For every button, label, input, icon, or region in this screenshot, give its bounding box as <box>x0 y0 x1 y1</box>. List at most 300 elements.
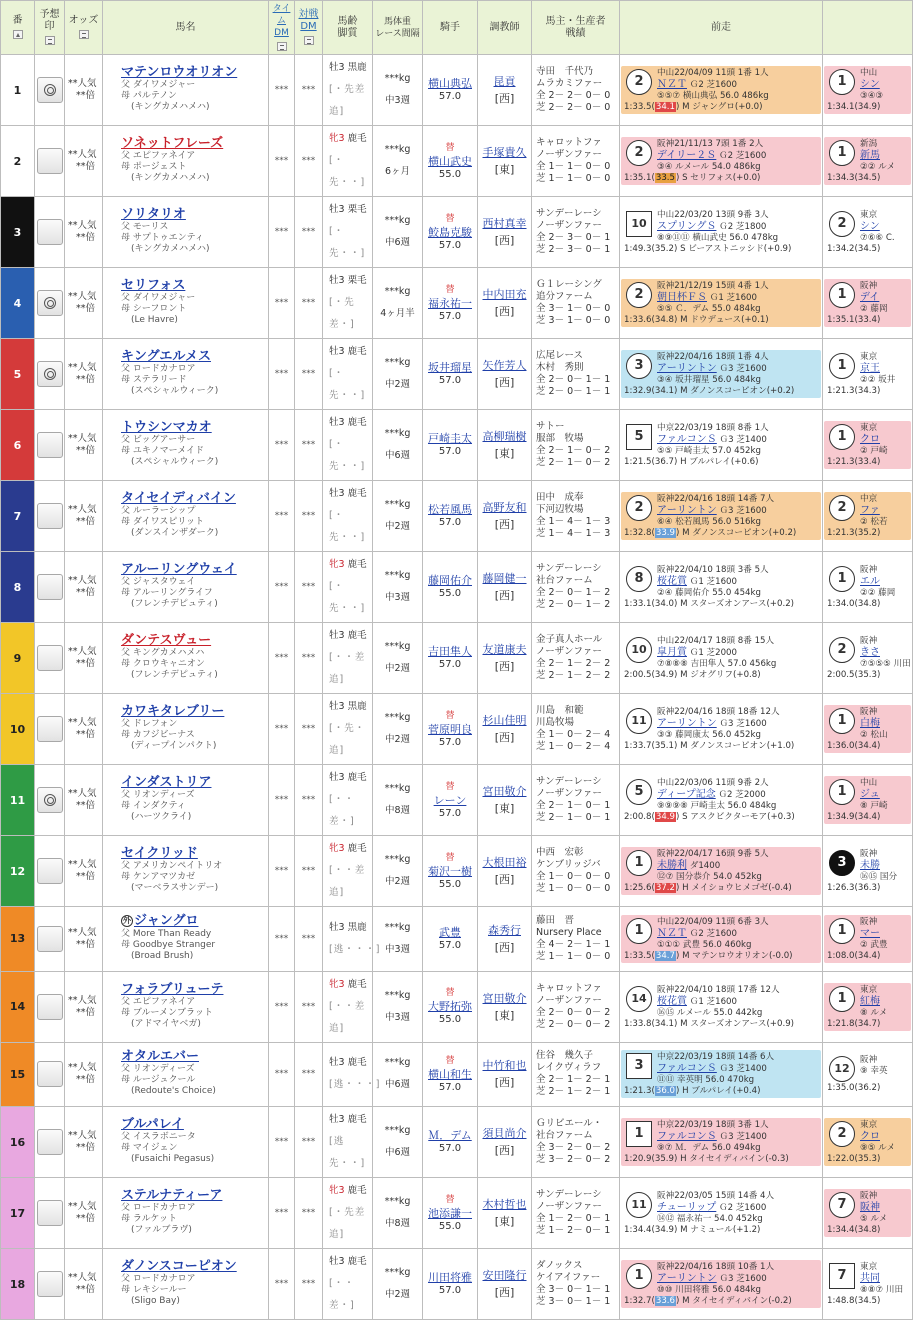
trainer-belong: [西] <box>494 1076 515 1090</box>
record-all: 全 2－ 1－ 0－ 2 <box>536 445 611 456</box>
trainer-link[interactable]: 友道康夫 <box>482 643 527 656</box>
prev-race-card[interactable] <box>621 1050 821 1098</box>
time-dm-cell <box>269 1178 295 1249</box>
body-weight: ***kg <box>384 712 411 723</box>
prev2-race-name-link[interactable]: きさ <box>860 647 880 658</box>
prev-race-winner: ) M マテンロウオリオン(-0.0) <box>676 950 793 961</box>
prev2-race-name-link[interactable]: 白梅 <box>860 718 880 729</box>
prev-race-card[interactable] <box>621 847 821 895</box>
odds-cell <box>65 694 103 765</box>
horse-name-link[interactable] <box>121 777 265 788</box>
prediction-mark-cell <box>35 1107 65 1178</box>
horse-name-link[interactable] <box>121 351 265 362</box>
prev-race-name-line <box>624 363 819 375</box>
horse-cell <box>103 907 269 972</box>
prev2-race-card[interactable] <box>824 1053 911 1095</box>
prev2-race-name-link[interactable]: ファ <box>860 505 880 516</box>
weight-cell <box>373 1178 423 1249</box>
prev2-race-card[interactable] <box>824 208 911 256</box>
prev2-race-card[interactable] <box>824 1260 911 1308</box>
owner-name: 田中 成奉 <box>536 492 584 503</box>
trainer-link[interactable]: 高野友和 <box>482 501 527 514</box>
prev-race-name-line <box>624 647 819 659</box>
prev2-race-name-link[interactable]: シン <box>860 79 880 90</box>
jockey-link[interactable]: 川田将雅 <box>428 1271 472 1285</box>
jockey-link[interactable]: 戸崎圭太 <box>428 432 472 445</box>
horse-name-link[interactable] <box>121 915 265 927</box>
battle-dm-cell <box>295 1107 323 1178</box>
trainer-cell <box>478 268 532 339</box>
prev-race-name-link[interactable]: ファルコンＳ <box>657 1131 717 1143</box>
prediction-mark-button[interactable] <box>37 716 63 742</box>
breeder-name: 木村 秀則 <box>536 362 584 373</box>
age-cell <box>323 1178 373 1249</box>
prev2-race-card[interactable] <box>824 279 911 327</box>
time-dm-value: *** <box>274 440 289 450</box>
sort-up-icon[interactable] <box>13 30 23 39</box>
trainer-link[interactable]: 手塚貴久 <box>482 146 527 159</box>
horse-name-text: インダストリア <box>121 775 212 790</box>
prev2-race-name-link[interactable]: クロ <box>860 434 880 445</box>
trainer-link[interactable]: 矢作芳人 <box>482 359 527 372</box>
prev-race-card[interactable] <box>621 563 821 611</box>
prev-race-cell <box>620 481 823 552</box>
prev2-race-cell <box>823 126 913 197</box>
battle-dm-value: *** <box>301 795 316 805</box>
prev-race-card[interactable] <box>621 1260 821 1308</box>
age-cell <box>323 1107 373 1178</box>
prev-race-card[interactable] <box>621 66 821 114</box>
time-dm-cell <box>269 694 295 765</box>
header-row <box>1 1 913 55</box>
prev-race-name-link[interactable]: 皐月賞 <box>657 647 687 658</box>
breeder-name: ノーザンファー <box>536 994 602 1006</box>
battle-dm-value: *** <box>301 227 316 237</box>
horse-name-link[interactable] <box>121 209 265 220</box>
prev-race-name-link[interactable]: ＮＺＴ <box>657 927 687 939</box>
prev-race-name-link[interactable]: スプリングＳ <box>657 221 717 232</box>
sex-age: 牝3 <box>329 559 345 570</box>
prev2-race-card[interactable] <box>824 492 911 540</box>
prev-race-detail: ⑨⑨⑨⑧ 戸崎圭太 56.0 484kg <box>657 801 777 811</box>
prev-race-name-link[interactable]: ディープ記念 <box>657 789 716 800</box>
horse-name-link[interactable] <box>121 848 265 859</box>
jockey-link[interactable]: 武豊 <box>439 925 461 939</box>
trainer-link[interactable]: 藤岡健一 <box>482 572 527 585</box>
jockey-link[interactable]: 坂井瑠星 <box>428 361 472 374</box>
horse-name-link[interactable] <box>121 1117 265 1133</box>
prev-race-detail: ⑫⑦ 国分恭介 54.0 452kg <box>657 872 762 882</box>
odds-text: **倍 <box>76 232 96 243</box>
prev-race-name-link[interactable]: アーリントン <box>657 505 717 516</box>
sire-text: 父 ダイワメジャー <box>121 80 196 90</box>
trainer-belong: [西] <box>494 92 515 105</box>
foreign-bred-icon: 外 <box>123 916 131 926</box>
prediction-mark-button[interactable] <box>37 1129 63 1155</box>
prev-race-card[interactable] <box>621 705 821 753</box>
time-dm-cell <box>269 1042 295 1107</box>
prediction-mark-button[interactable] <box>37 361 63 387</box>
dam-text: 母 レキシールー <box>121 1285 187 1296</box>
prev-race-card[interactable] <box>621 137 821 185</box>
coat-color: 鹿毛 <box>347 1185 367 1197</box>
prev-race-name-link[interactable]: 桜花賞 <box>657 576 687 587</box>
battle-dm-value: *** <box>301 1137 316 1148</box>
prediction-mark-button[interactable] <box>37 290 63 316</box>
jockey-link[interactable]: レーン <box>433 793 467 807</box>
prev-race-name-link[interactable]: ＮＺＴ <box>657 79 687 90</box>
prev-race-cell <box>620 836 823 907</box>
prediction-mark-button[interactable] <box>37 645 63 671</box>
prev2-race-card[interactable] <box>824 350 911 398</box>
race-interval: 中2週 <box>384 379 411 390</box>
damsire-name: (スペシャルウィーク) <box>131 457 219 467</box>
prev2-race-name-link[interactable]: エル <box>860 576 880 587</box>
horse-name-link[interactable] <box>121 706 265 717</box>
prev2-race-name-link[interactable]: デイ <box>860 292 880 303</box>
prev2-race-result: 1:21.3(33.4) <box>827 457 881 467</box>
burden-weight: 57.0 <box>438 375 462 386</box>
horse-cell <box>103 410 269 481</box>
sort-icon[interactable] <box>45 36 55 45</box>
prev2-race-name-link[interactable]: 京王 <box>860 363 880 374</box>
header-mark[interactable] <box>35 1 65 55</box>
prev-race-cell <box>620 765 823 836</box>
prediction-mark-cell <box>35 765 65 836</box>
battle-dm-cell <box>295 765 323 836</box>
horse-cell <box>103 623 269 694</box>
damsire-name: (ダンスインザダーク) <box>131 528 219 538</box>
age-cell <box>323 410 373 481</box>
sire-text: 父 ダイワメジャー <box>121 293 196 303</box>
prediction-mark-button[interactable] <box>37 926 63 952</box>
prev-race-card[interactable] <box>621 421 821 469</box>
header-prev <box>620 1 823 55</box>
prev-race-card[interactable] <box>621 492 821 540</box>
jockey-cell <box>423 971 478 1042</box>
prediction-mark-button[interactable] <box>37 1061 63 1087</box>
sort-icon[interactable] <box>304 36 314 45</box>
prediction-mark-cell <box>35 126 65 197</box>
jockey-link[interactable]: 福永祐一 <box>428 296 472 310</box>
prev-race-result <box>624 457 819 468</box>
prediction-mark-button[interactable] <box>37 994 63 1020</box>
prediction-mark-button[interactable] <box>37 787 63 813</box>
odds-cell <box>65 836 103 907</box>
owner-name: サトー <box>536 421 565 432</box>
header-battle-dm[interactable] <box>295 1 323 55</box>
horse-name-link[interactable] <box>121 981 265 997</box>
time-dm-value: *** <box>274 653 289 663</box>
race-interval: 中6週 <box>384 450 411 461</box>
prev-race-result <box>624 1225 819 1236</box>
breeder-name: ノーザンファー <box>536 646 602 657</box>
breeder-name: ケンブリッジバ <box>536 859 601 870</box>
prev-race-name-link[interactable]: アーリントン <box>657 363 717 374</box>
prev-race-name-link[interactable]: アーリントン <box>657 1273 717 1285</box>
prediction-mark-button[interactable] <box>37 574 63 600</box>
header-jockey <box>423 1 478 55</box>
horse-number <box>1 268 35 339</box>
prev-race-cell <box>620 694 823 765</box>
prev2-race-card[interactable] <box>824 66 911 114</box>
horse-name-text: ステルナティーア <box>121 1188 223 1204</box>
prev-race-card[interactable] <box>621 983 821 1031</box>
prev2-race-result: 1:35.0(36.2) <box>827 1083 881 1094</box>
damsire-name: (Sligo Bay) <box>131 1296 180 1307</box>
dam-text: 母 サプトゥエンティ <box>121 233 204 243</box>
prev-race-name-link[interactable]: 未勝利 <box>657 860 687 871</box>
prev2-race-card[interactable] <box>824 705 911 753</box>
prev-race-result <box>624 741 819 752</box>
jockey-link[interactable]: 藤岡佑介 <box>428 574 472 587</box>
prev2-race-card[interactable] <box>824 563 911 611</box>
prev-race-card[interactable] <box>621 350 821 398</box>
prev2-race-name-link[interactable]: 共同 <box>860 1273 880 1285</box>
prev-race-cell <box>620 623 823 694</box>
jockey-link[interactable]: 松若風馬 <box>428 503 472 516</box>
battle-dm-cell <box>295 907 323 972</box>
horse-number <box>1 1042 35 1107</box>
trainer-belong: [東] <box>494 447 515 460</box>
prediction-mark-button[interactable] <box>37 858 63 884</box>
horse-cell <box>103 1178 269 1249</box>
jockey-change-badge: 替 <box>445 710 455 721</box>
trainer-cell <box>478 1249 532 1320</box>
age-cell <box>323 971 373 1042</box>
trainer-link[interactable]: 安田隆行 <box>482 1269 527 1283</box>
prev2-race-result: 1:34.3(34.5) <box>827 173 881 183</box>
trainer-link[interactable]: 木村哲也 <box>482 1198 527 1212</box>
trainer-link[interactable]: 昆貢 <box>493 75 516 88</box>
prev-race-detail: ③④ 坂井瑠星 56.0 484kg <box>657 375 761 385</box>
prev2-race-card[interactable] <box>824 1118 911 1166</box>
table-row <box>1 1107 913 1178</box>
prev-race-detail: ⑦⑧⑧⑧ 吉田隼人 57.0 456kg <box>657 659 777 669</box>
trainer-link[interactable]: 高柳瑞樹 <box>482 430 527 443</box>
horse-name-link[interactable] <box>121 635 265 646</box>
prev-race-card[interactable] <box>621 776 821 824</box>
prev2-race-card[interactable] <box>824 634 911 682</box>
owner-name: サンデーレーシ <box>536 208 602 219</box>
age-cell <box>323 552 373 623</box>
body-weight: ***kg <box>384 428 411 439</box>
prev2-race-name-link[interactable]: クロ <box>860 1131 880 1143</box>
header-odds[interactable] <box>65 1 103 55</box>
prev-race-result <box>624 951 819 962</box>
prev-finish-position: 2 <box>626 282 652 308</box>
owner-name: キャロットファ <box>536 137 602 148</box>
sex-age: 牡3 <box>329 62 345 73</box>
prev2-race-cell <box>823 907 913 972</box>
prev-race-name-link[interactable]: 朝日杯ＦＳ <box>657 292 707 303</box>
jockey-link[interactable]: 大野拓弥 <box>428 1000 472 1014</box>
trainer-link[interactable]: 森秀行 <box>488 923 521 937</box>
prev-race-card[interactable] <box>621 279 821 327</box>
sire-text: 父 キングカメハメハ <box>121 648 205 658</box>
trainer-link[interactable]: 中内田充 <box>482 288 527 301</box>
trainer-belong: [東] <box>494 163 515 176</box>
prev2-race-card[interactable] <box>824 847 911 895</box>
sort-icon[interactable] <box>277 42 287 51</box>
trainer-link[interactable]: 宮田敬介 <box>482 785 527 798</box>
prev2-race-venue: 新潟 <box>860 139 878 149</box>
jockey-link[interactable]: 横山武史 <box>428 154 472 168</box>
odds-text: **倍 <box>76 587 96 598</box>
horse-name-text: セイクリッド <box>121 846 198 861</box>
prev-race-card[interactable] <box>621 1189 821 1237</box>
prev2-race-name-link[interactable]: マー <box>860 927 880 939</box>
prediction-mark-button[interactable] <box>37 148 63 174</box>
prev2-race-card[interactable] <box>824 137 911 185</box>
horse-name-link[interactable] <box>121 493 265 504</box>
jockey-link[interactable]: Ｍ．デム <box>428 1129 472 1143</box>
age-cell <box>323 907 381 972</box>
body-weight: ***kg <box>384 1125 411 1137</box>
prev2-race-cell <box>823 623 913 694</box>
battle-dm-value: *** <box>301 85 316 95</box>
prev2-race-cell <box>823 410 913 481</box>
prev2-race-card[interactable] <box>824 983 911 1031</box>
battle-dm-cell <box>295 339 323 410</box>
prev-race-name-line <box>624 1273 819 1285</box>
jockey-link[interactable]: 鮫島克駿 <box>428 225 472 239</box>
prediction-mark-button[interactable] <box>37 1271 63 1297</box>
prev2-race-name-link[interactable]: 新馬 <box>860 150 880 161</box>
damsire-text <box>107 528 265 539</box>
horse-name-link[interactable] <box>121 138 265 149</box>
trainer-link[interactable]: 中竹和也 <box>482 1059 527 1073</box>
horse-name-link[interactable] <box>121 1188 265 1204</box>
prediction-mark-button[interactable] <box>37 219 63 245</box>
jockey-link[interactable]: 吉田隼人 <box>428 645 472 658</box>
trainer-link[interactable]: 須貝尚介 <box>482 1127 527 1141</box>
horse-name-link[interactable] <box>121 1259 265 1275</box>
prev-race-name-link[interactable]: 桜花賞 <box>657 995 687 1007</box>
jockey-change-badge: 替 <box>445 142 455 153</box>
prev-race-name-link[interactable]: ファルコンＳ <box>657 1063 717 1075</box>
trainer-link[interactable]: 宮田敬介 <box>482 991 527 1005</box>
header-weight <box>373 1 423 55</box>
prev-race-info: 阪神22/04/10 18頭 3番 5人 <box>657 565 769 575</box>
table-row <box>1 765 913 836</box>
prediction-mark-button[interactable] <box>37 1200 63 1226</box>
prev2-race-name-link[interactable]: 未勝 <box>860 860 880 871</box>
sex-age: 牝3 <box>329 1185 345 1197</box>
damsire-name: (ファルブラヴ) <box>131 1225 192 1236</box>
burden-weight: 57.0 <box>438 807 462 819</box>
prev-race-time: 1:33.1(34.0) M スターズオンアース(+0.2) <box>624 599 795 609</box>
weight-cell <box>373 1107 423 1178</box>
prev-race-info: 阪神22/04/16 18頭 18番 12人 <box>657 707 780 717</box>
prev2-race-detail: ⑦⑥⑥ C. <box>860 233 895 243</box>
battle-dm-cell <box>295 410 323 481</box>
jockey-link[interactable]: 横山典弘 <box>428 77 472 90</box>
prev-race-name-link[interactable]: デイリー２Ｓ <box>657 150 717 161</box>
header-num[interactable] <box>1 1 35 55</box>
horse-name-link[interactable] <box>121 1049 265 1065</box>
prev2-race-card[interactable] <box>824 1189 911 1237</box>
trainer-link[interactable]: 大根田裕 <box>482 856 527 869</box>
double-circle-mark-icon <box>44 297 56 309</box>
owner-cell <box>532 1107 620 1178</box>
prev-race-info: 阪神22/04/16 18頭 1番 4人 <box>657 352 769 362</box>
prev2-race-card[interactable] <box>824 421 911 469</box>
jockey-link[interactable]: 横山和生 <box>428 1067 472 1081</box>
coat-color: 黒鹿 <box>347 701 367 712</box>
sort-icon[interactable] <box>79 30 89 39</box>
prev-finish-position: 14 <box>626 986 652 1012</box>
prev-race-cell <box>620 1042 823 1107</box>
prev-race-card[interactable] <box>621 634 821 682</box>
prev-race-card[interactable] <box>621 915 821 963</box>
prediction-mark-button[interactable] <box>37 77 63 103</box>
prev2-race-venue: 阪神 <box>860 565 878 575</box>
horse-name-link[interactable] <box>121 280 265 291</box>
prev2-race-name-link[interactable]: ジュ <box>860 789 880 800</box>
prev-race-name-link[interactable]: アーリントン <box>657 718 717 729</box>
header-age <box>323 1 373 55</box>
popularity-text: **人気 <box>68 1272 97 1284</box>
horse-name-link[interactable] <box>121 564 265 575</box>
prediction-mark-button[interactable] <box>37 432 63 458</box>
trainer-cell <box>478 126 532 197</box>
damsire-name: (スペシャルウィーク) <box>131 386 219 396</box>
dam-text: 母 ラルケット <box>121 1214 177 1225</box>
prev2-race-name-link[interactable]: 紅梅 <box>860 995 880 1007</box>
damsire-name: (Broad Brush) <box>131 951 194 962</box>
prev2-race-venue: 中山 <box>860 68 878 78</box>
prev2-race-card[interactable] <box>824 915 911 963</box>
prev2-race-result: 1:34.1(34.9) <box>827 102 881 112</box>
prev-race-card[interactable] <box>621 208 821 256</box>
horse-name-text: セリフォス <box>121 278 186 293</box>
prev2-race-name-link[interactable]: シン <box>860 221 880 232</box>
prev-race-time: 1:21.3( <box>624 1086 655 1097</box>
trainer-link[interactable]: 杉山佳明 <box>482 714 527 727</box>
horse-name-link[interactable] <box>121 67 265 78</box>
record-all: 全 3－ 0－ 1－ 1 <box>536 1284 611 1296</box>
prev-race-name-link[interactable]: チューリップ <box>657 1202 717 1214</box>
header-time-dm[interactable] <box>269 1 295 55</box>
age-cell <box>323 197 373 268</box>
prev-race-card[interactable] <box>621 1118 821 1166</box>
table-row <box>1 197 913 268</box>
prev-race-winner: ) H メイショウヒメゴゼ(-0.4) <box>676 883 792 893</box>
sire-text: 父 モーリス <box>121 222 169 232</box>
prediction-mark-button[interactable] <box>37 503 63 529</box>
prev-race-name-link[interactable]: ファルコンＳ <box>657 434 717 445</box>
horse-number <box>1 836 35 907</box>
prev-race-time: 1:35.1( <box>624 173 655 183</box>
prev2-race-result: 1:22.0(35.3) <box>827 1154 881 1165</box>
odds-cell <box>65 552 103 623</box>
record-all: 全 2－ 2－ 0－ 0 <box>536 90 611 101</box>
prev2-race-cell <box>823 1107 913 1178</box>
time-dm-cell <box>269 481 295 552</box>
prev2-race-name-link[interactable]: 阪神 <box>860 1202 880 1214</box>
prev-race-detail: ③④ ルメール 54.0 486kg <box>657 162 761 172</box>
jockey-link[interactable]: 菊沢一樹 <box>428 864 472 878</box>
trainer-belong: [西] <box>494 1286 515 1300</box>
jockey-link[interactable]: 菅原明良 <box>428 722 472 736</box>
prev2-race-card[interactable] <box>824 776 911 824</box>
jockey-cell <box>423 1178 478 1249</box>
trainer-link[interactable]: 西村真幸 <box>482 217 527 230</box>
odds-text: **倍 <box>76 445 96 456</box>
jockey-link[interactable]: 池添謙一 <box>428 1206 472 1220</box>
horse-name-link[interactable] <box>121 422 265 433</box>
